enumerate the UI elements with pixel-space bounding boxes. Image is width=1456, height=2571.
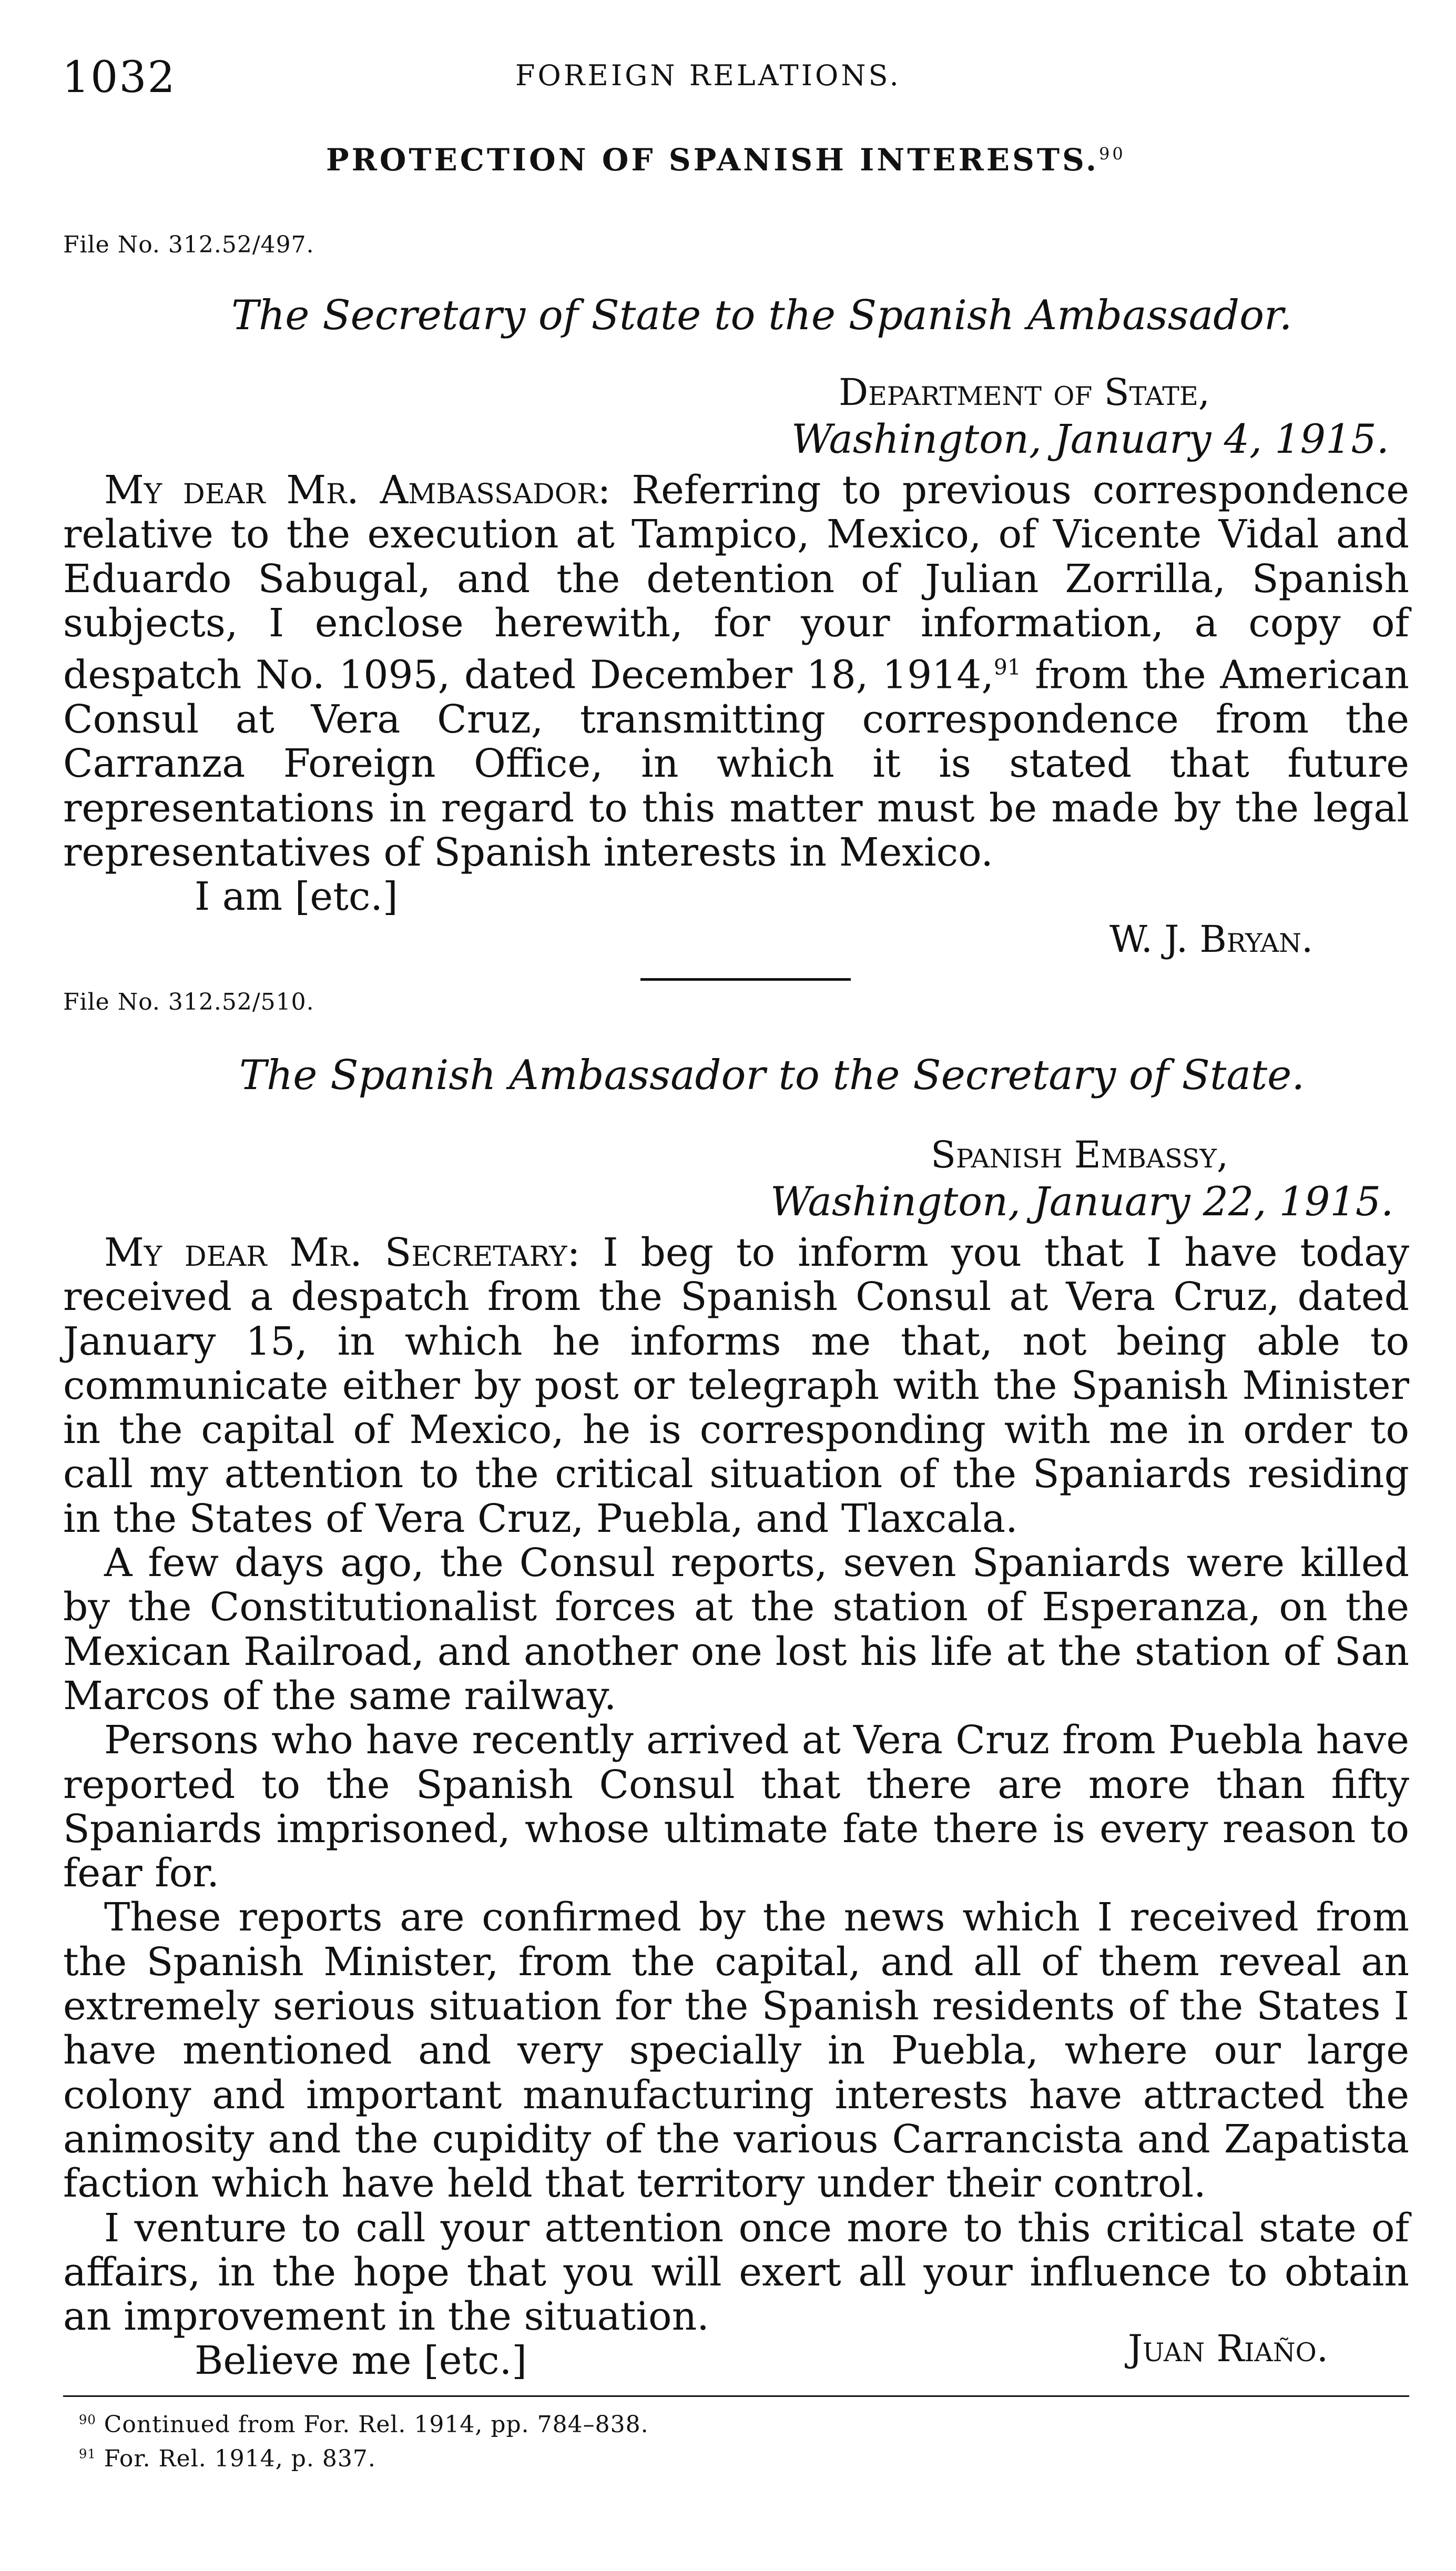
footnote-text: Continued from For. Rel. 1914, pp. 784–838. (96, 2411, 649, 2438)
section-title-text: PROTECTION OF SPANISH INTERESTS. (326, 142, 1099, 178)
footnote-marker: 91 (79, 2446, 96, 2462)
salutation-2: My dear Mr. Secretary: (104, 1230, 581, 1275)
file-number-1: File No. 312.52/497. (63, 231, 314, 258)
page-number: 1032 (62, 53, 176, 103)
body-text-1b: from the American Consul at Vera Cruz, transmitting correspondence from the Carranza Foreign Office, in which it is stated that future representations in regard to this matter must be made by the legal representatives of Spanish interests in Mexico. (63, 652, 1409, 876)
footnote-rule (63, 2395, 1409, 2397)
closing-2: Believe me [etc.] (195, 2338, 527, 2384)
signature-2: Juan Riaño. (1128, 2327, 1329, 2370)
letter-paragraph: I venture to call your attention once more to this critical state of affairs, in the hope that you will exert all your influence to obtain an improvement in the situation. (63, 2205, 1409, 2340)
footnote-mark-91: 91 (993, 655, 1021, 680)
letter-paragraph (63, 468, 1409, 875)
footnote-marker: 90 (79, 2412, 96, 2427)
letter-place-2: Spanish Embassy, (931, 1133, 1229, 1176)
letter-date-1: Washington, January 4, 1915. (791, 415, 1389, 462)
letter-divider (640, 978, 851, 981)
letter-date-2: Washington, January 22, 1915. (770, 1178, 1394, 1225)
footnote-90 (79, 2411, 649, 2438)
footnote-91 (79, 2445, 376, 2472)
body-text-1a: Referring to previous correspondence relative to the execution at Tampico, Mexico, of Vicente Vidal and Eduardo Sabugal, and the detention of Julian Zorrilla, Spanish subjects, I enclose herewith, for your information, a copy of despatch No. 1095, dated December 18, 1914, (63, 468, 1409, 698)
closing-1: I am [etc.] (195, 874, 398, 920)
letter-body-2 (63, 1231, 1409, 2383)
letter-paragraph: Persons who have recently arrived at Vera Cruz from Puebla have reported to the Spanish Consul that there are more than fifty Spaniards imprisoned, whose ultimate fate there is every reason to fear for. (63, 1718, 1409, 1896)
letter-title-1: The Secretary of State to the Spanish Ambassador. (231, 292, 1292, 339)
salutation-1: My dear Mr. Ambassador: (104, 468, 611, 513)
letter-body-1 (63, 468, 1409, 919)
section-title (326, 142, 1126, 178)
running-head: FOREIGN RELATIONS. (515, 59, 901, 92)
letter-paragraph (63, 1231, 1409, 1541)
letter-place-1: Department of State, (839, 371, 1210, 414)
paragraph-text: I beg to inform you that I have today received a despatch from the Spanish Consul at Vera Cruz, dated January 15, in which he informs me that, not being able to communicate either by post or telegraph with the Spanish Minister in the capital of Mexico, he is corresponding with me in order to call my attention to the critical situation of the Spaniards residing in the States of Vera Cruz, Puebla, and Tlaxcala. (63, 1230, 1409, 1541)
footnote-text: For. Rel. 1914, p. 837. (96, 2445, 376, 2472)
file-number-2: File No. 312.52/510. (63, 989, 314, 1015)
letter-title-2: The Spanish Ambassador to the Secretary of State. (239, 1052, 1305, 1099)
section-title-footnote-mark: 90 (1099, 144, 1126, 164)
letter-paragraph: A few days ago, the Consul reports, seven Spaniards were killed by the Constitutionalist forces at the station of Esperanza, on the Mexican Railroad, and another one lost his life at the station of San Marcos of the same railway. (63, 1540, 1409, 1719)
signature-1: W. J. Bryan. (1109, 918, 1314, 961)
letter-paragraph: These reports are confirmed by the news which I received from the Spanish Minister, from the capital, and all of them reveal an extremely serious situation for the Spanish residents of the States I have mentioned and very specially in Puebla, where our large colony and important manufacturing interests have attracted the animosity and the cupidity of the various Carrancista and Zapatista faction which have held that territory under their control. (63, 1895, 1409, 2207)
